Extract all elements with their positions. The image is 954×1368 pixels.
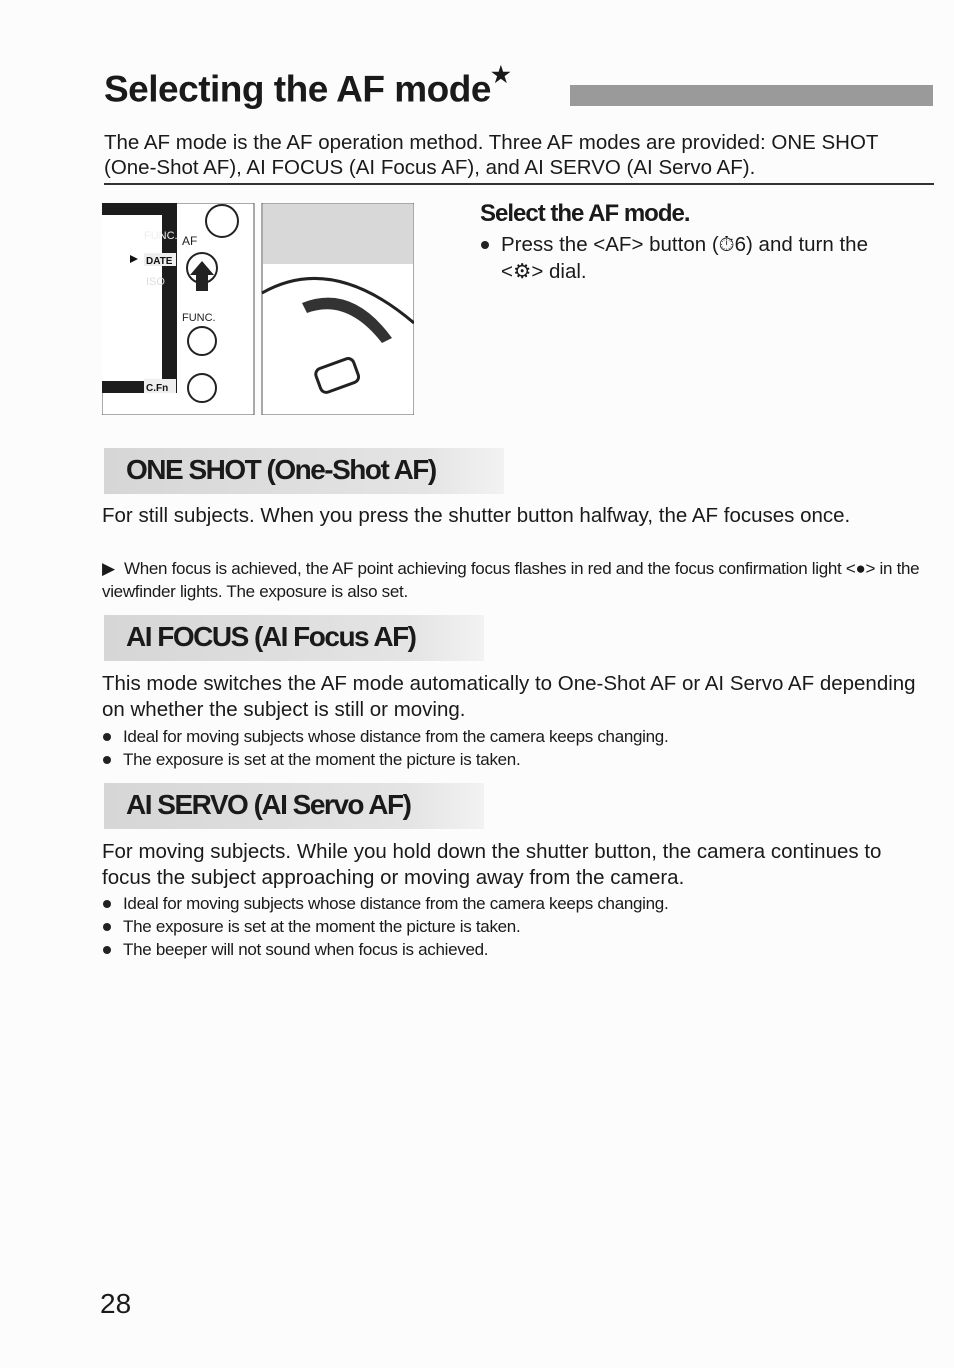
intro-paragraph: The AF mode is the AF operation method. Three AF modes are provided: ONE SHOT (One-Shot AF), AI FOCUS (AI Focus AF), and AI SERVO (AI Servo AF).: [104, 131, 879, 179]
note-text: When focus is achieved, the AF point achieving focus flashes in red and the focus confirmation light <●> in the viewfinder lights. The exposure is also set.: [102, 559, 920, 601]
section-heading-ai-servo: [104, 783, 484, 829]
section-heading-ai-focus: [104, 615, 484, 661]
af-label: AF: [182, 234, 198, 248]
page-number: 28: [100, 1288, 132, 1319]
note-item: [102, 915, 932, 938]
bullet-icon: [103, 756, 111, 764]
title-band: [570, 85, 933, 106]
date-label: DATE: [146, 256, 173, 267]
note-item: [102, 725, 932, 748]
heading-text: AI SERVO (AI Servo AF): [126, 789, 411, 820]
note-text: The exposure is set at the moment the picture is taken.: [123, 917, 521, 936]
func2-label: FUNC.: [182, 312, 216, 324]
note-text: Ideal for moving subjects whose distance from the camera keeps changing.: [123, 727, 669, 746]
bullet-icon: [481, 241, 489, 249]
note-text: The exposure is set at the moment the picture is taken.: [123, 750, 521, 769]
title-text: Selecting the AF mode: [104, 68, 491, 110]
bullet-icon: [103, 946, 111, 954]
bullet-icon: [103, 923, 111, 931]
section-body: For still subjects. When you press the shutter button halfway, the AF focuses once.: [102, 504, 851, 527]
step-line: Press the <AF> button (⏱6) and turn the: [501, 233, 868, 256]
note-item: [102, 557, 932, 603]
func-label: FUNC.: [144, 230, 178, 242]
heading-text: AI FOCUS (AI Focus AF): [126, 621, 416, 652]
camera-illustration: [102, 203, 414, 415]
note-text: Ideal for moving subjects whose distance from the camera keeps changing.: [123, 894, 669, 913]
note-item: [102, 938, 932, 961]
step-title: Select the AF mode.: [480, 200, 690, 227]
section-body: This mode switches the AF mode automatically to One-Shot AF or AI Servo AF depending on whether the subject is still or moving.: [102, 672, 916, 721]
note-item: [102, 892, 932, 915]
triangle-icon: ▶: [102, 559, 115, 578]
section-body: For moving subjects. While you hold down the shutter button, the camera continues to focus the subject approaching or moving away from the camera.: [102, 840, 882, 889]
iso-label: ISO: [146, 276, 165, 288]
note-item: [102, 748, 932, 771]
bullet-icon: [103, 733, 111, 741]
note-text: The beeper will not sound when focus is achieved.: [123, 940, 489, 959]
page-title: [104, 62, 511, 110]
step-instruction: [480, 231, 935, 285]
divider: [104, 183, 934, 185]
heading-text: ONE SHOT (One-Shot AF): [126, 454, 436, 485]
section-heading-one-shot: [104, 448, 504, 494]
step-line: <⚙> dial.: [501, 260, 587, 283]
bullet-icon: [103, 900, 111, 908]
cfn-label: C.Fn: [146, 383, 169, 394]
star-icon: ★: [490, 62, 511, 87]
